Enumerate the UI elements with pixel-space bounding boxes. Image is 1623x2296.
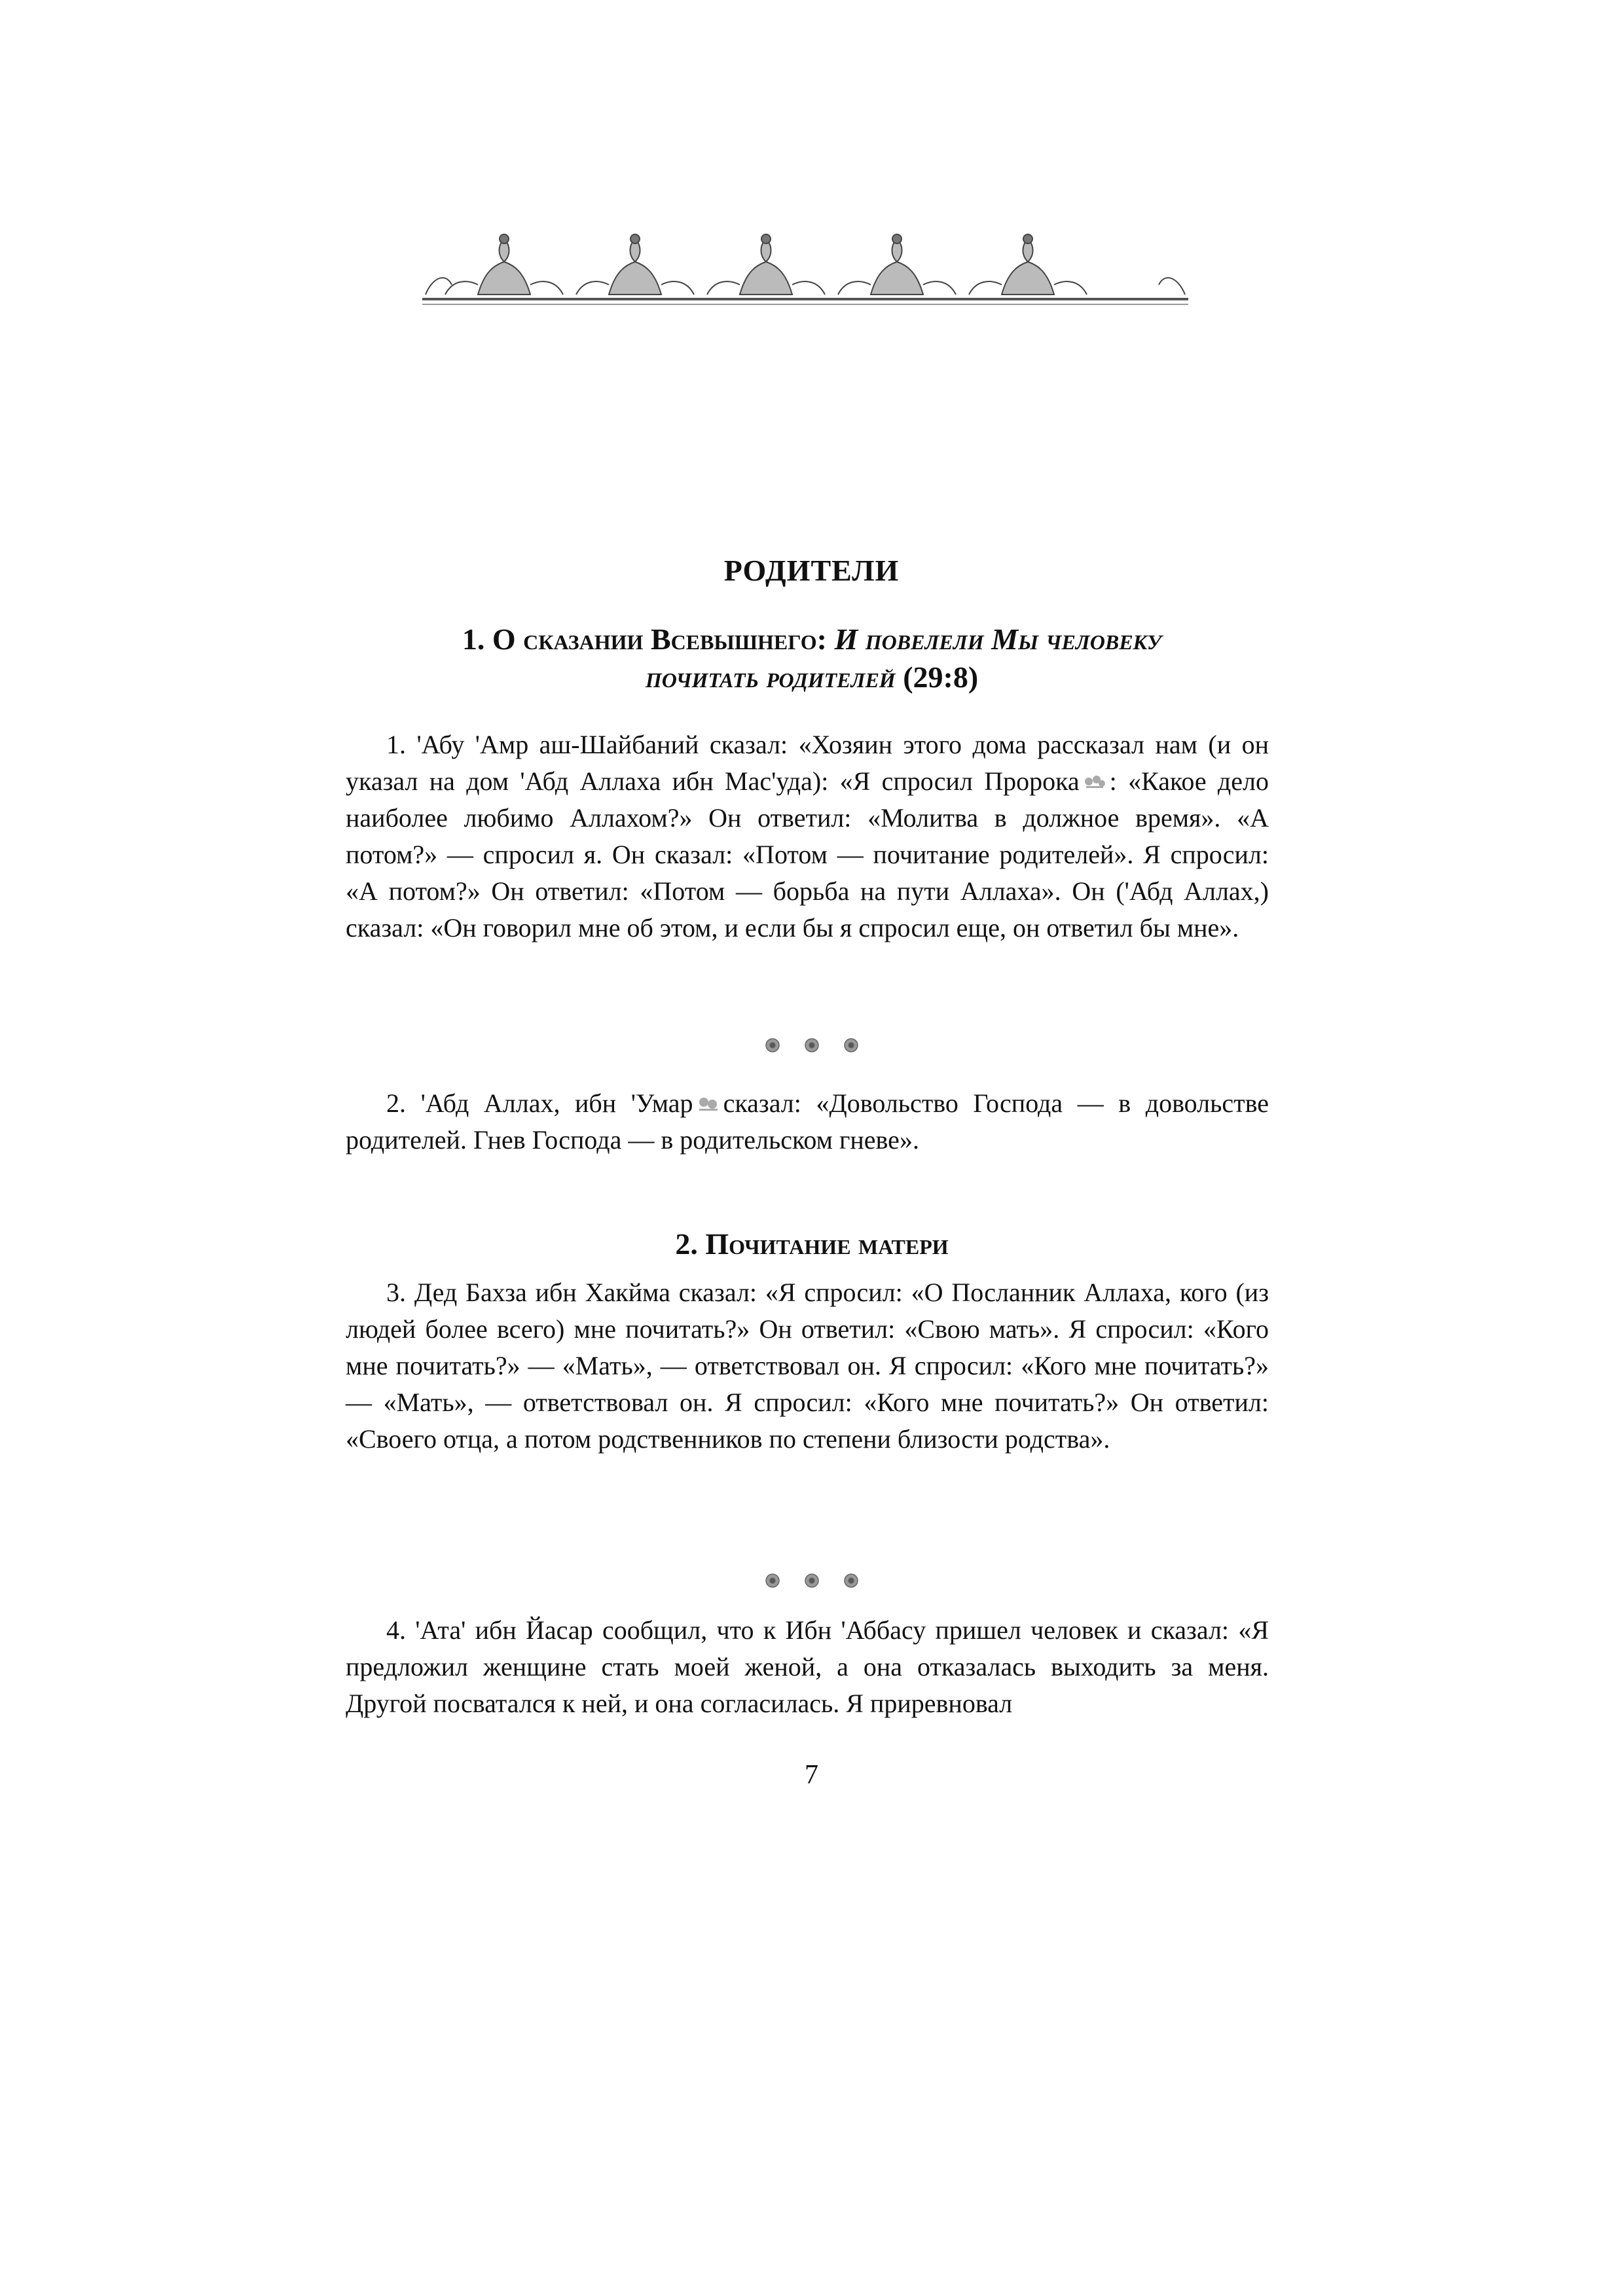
three-rosette-divider-icon bbox=[740, 1564, 884, 1597]
hadith-2-text-end: сказал: «Довольство Господа — в довольстве родителей. Гнев Господа — в родительском гневе». bbox=[346, 1088, 1269, 1155]
section-heading-2 bbox=[354, 1225, 1270, 1263]
chapter-title: РОДИТЕЛИ bbox=[723, 554, 900, 587]
quran-reference: (29:8) bbox=[903, 660, 979, 694]
hadith-paragraph-1 bbox=[346, 726, 1269, 946]
section-number: 2. bbox=[675, 1227, 698, 1261]
page-number: 7 bbox=[805, 1760, 818, 1790]
quran-quote-line2: почитать родителей bbox=[645, 660, 896, 694]
salutation-glyph-icon bbox=[696, 1094, 721, 1113]
hadith-1-text-start: 1. 'Абу 'Амр аш-Шайбаний сказал: «Хозяин этого дома рассказал нам (и он указал на дом 'Абд Аллаха ибн Мас'уда): «Я спросил Пророка bbox=[346, 730, 1269, 796]
section-heading-1 bbox=[354, 620, 1270, 696]
hadith-paragraph-4: 4. 'Ата' ибн Йасар сообщил, что к Ибн 'Аббасу пришел человек и сказал: «Я предложил женщине стать моей женой, а она отказалась выходить за меня. Другой посватался к ней, и она согласилась. Я приревновал bbox=[346, 1615, 1269, 1718]
salutation-glyph-icon bbox=[1082, 772, 1107, 791]
hadith-paragraph-2 bbox=[346, 1085, 1269, 1158]
section-heading-text: Почитание матери bbox=[705, 1227, 949, 1261]
hadith-paragraph-3: 3. Дед Бахза ибн Хакйма сказал: «Я спросил: «О Посланник Аллаха, кого (из людей более всего) мне почитать?» Он ответил: «Свою мать». Я спросил: «Кого мне почитать?» — «Мать», — ответствовал он. Я спросил: «Кого мне почитать?» — «Мать», — ответствовал он. Я спросил: «Кого мне почитать?» Он ответил: «Своего отца, а потом родственников по степени близости родства». bbox=[346, 1278, 1269, 1454]
section-number: 1. bbox=[462, 622, 485, 656]
floral-border-ornament-icon bbox=[419, 226, 1192, 311]
hadith-1-text-end: : «Какое дело наиболее любимо Аллахом?» Он ответил: «Молитва в должное время». «А потом?» — спросил я. Он сказал: «Потом — почитание родителей». Я спросил: «А потом?» Он ответил: «Потом — борьба на пути Аллаха». Он ('Абд Аллах,) сказал: «Он говорил мне об этом, и если бы я спросил еще, он ответил бы мне». bbox=[346, 766, 1269, 942]
section-heading-text: О сказании Всевышнего: bbox=[492, 622, 827, 656]
quran-quote-line1: И повелели Мы человеку bbox=[834, 622, 1162, 656]
three-rosette-divider-icon bbox=[740, 1029, 884, 1062]
hadith-2-text-start: 2. 'Абд Аллах, ибн 'Умар bbox=[386, 1088, 693, 1118]
